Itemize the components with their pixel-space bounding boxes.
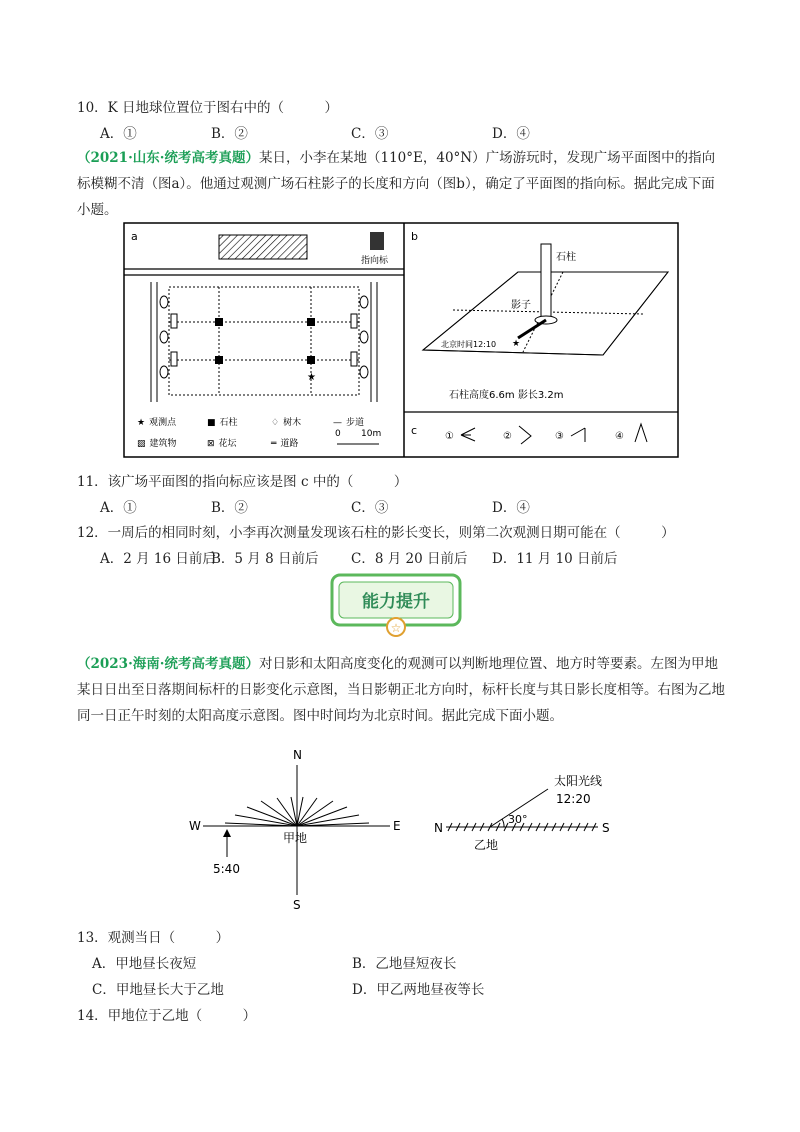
svg-text:②: ②: [503, 431, 512, 442]
yi-time: 12:20: [556, 792, 591, 806]
north-arrow-label: 指向标: [361, 256, 389, 266]
jia-west: W: [189, 819, 201, 833]
question-14: 14．甲地位于乙地（ ）: [77, 1008, 257, 1024]
q10-option-b: B．②: [211, 126, 248, 142]
intro-paragraph-1: [77, 145, 727, 223]
pillar-caption: 石柱高度6.6m 影长3.2m: [449, 390, 564, 401]
question-13: 13．观测当日（ ）: [77, 930, 230, 946]
svg-text:③: ③: [555, 431, 564, 442]
source-tag-2: （2023·海南·统考高考真题）: [77, 656, 259, 672]
source-tag: （2021·山东·统考高考真题）: [77, 150, 259, 166]
jia-south: S: [293, 898, 301, 912]
svg-text:★观测点: ★ 观测点: [137, 418, 177, 428]
stone-pillar: [541, 244, 551, 320]
fig-c-label: c: [411, 424, 418, 437]
svg-text:①: ①: [445, 431, 454, 442]
yi-angle: 30°: [508, 813, 528, 826]
fig-b-label: b: [411, 230, 418, 243]
jia-east: E: [393, 819, 401, 833]
svg-text:═道路: ═ 道路: [271, 439, 299, 449]
yi-place: 乙地: [474, 838, 499, 852]
q10-option-a: A．①: [100, 126, 137, 142]
observation-star-b-icon: ★: [512, 339, 521, 349]
beijing-time: 北京时间12:10: [441, 340, 497, 349]
yi-south: S: [602, 821, 610, 835]
svg-text:♢树木: ♢ 树木: [271, 418, 302, 428]
pillar-label: 石柱: [556, 252, 576, 263]
q11-option-b: B．②: [211, 500, 248, 516]
star-icon: ☆: [390, 621, 402, 635]
shadow-label: 影子: [511, 300, 531, 311]
scale-start: 0: [335, 429, 341, 439]
q11-option-d: D．④: [492, 500, 530, 516]
figure-jia: [185, 745, 415, 915]
svg-text:—步道: — 步道: [333, 418, 365, 428]
intro-paragraph-2: [77, 651, 727, 729]
intro-text-2: 对日影和太阳高度变化的观测可以判断地理位置、地方时等要素。左图为甲地某日日出至日落期间标杆的日影变化示意图，当日影朝正北方向时，标杆长度与其日影长度相等。右图为乙地同一日正午时刻的太阳高度示意图。图中时间均为北京时间。据此完成下面小题。: [77, 656, 725, 724]
badge-label: 能力提升: [362, 592, 430, 612]
svg-text:⊠花坛: ⊠ 花坛: [207, 439, 237, 449]
q12-option-a: A．2 月 16 日前后: [100, 551, 216, 567]
jia-time: 5:40: [213, 862, 240, 876]
yi-ray-label: 太阳光线: [554, 774, 603, 788]
jia-north: N: [293, 748, 302, 762]
svg-text:④: ④: [615, 431, 624, 442]
q12-option-d: D．11 月 10 日前后: [492, 551, 618, 567]
observation-star-icon: ★: [307, 372, 316, 383]
q12-option-c: C．8 月 20 日前后: [351, 551, 468, 567]
q13-option-b: B．乙地昼短夜长: [352, 956, 457, 972]
svg-text:■石柱: ■ 石柱: [207, 418, 238, 428]
svg-text:▨建筑物: ▨ 建筑物: [137, 439, 177, 449]
section-badge: [330, 573, 462, 637]
arrow-up-icon: [223, 829, 231, 837]
q13-option-c: C．甲地昼长大于乙地: [92, 982, 224, 998]
q11-option-c: C．③: [351, 500, 389, 516]
question-10: 10．K 日地球位置位于图右中的（ ）: [77, 100, 339, 116]
scale-end: 10m: [361, 429, 382, 439]
yi-north: N: [434, 821, 443, 835]
building-block: [219, 235, 307, 259]
q12-option-b: B．5 月 8 日前后: [211, 551, 319, 567]
q13-option-a: A．甲地昼长夜短: [92, 956, 197, 972]
intro-text: 某日，小李在某地（110°E，40°N）广场游玩时，发现广场平面图中的指向标模糊不清（图a）。他通过观测广场石柱影子的长度和方向（图b），确定了平面图的指向标。据此完成下面小题。: [77, 150, 716, 218]
fig-a-label: a: [131, 230, 138, 243]
jia-place: 甲地: [283, 831, 308, 845]
q11-option-a: A．①: [100, 500, 137, 516]
question-12: 12．一周后的相同时刻，小李再次测量发现该石柱的影长变长，则第二次观测日期可能在（ ）: [77, 525, 675, 541]
figure-abc: [123, 222, 679, 458]
q13-option-d: D．甲乙两地昼夜等长: [352, 982, 485, 998]
north-arrow-icon: [370, 232, 384, 250]
q10-option-c: C．③: [351, 126, 389, 142]
q10-option-d: D．④: [492, 126, 530, 142]
figure-yi: [430, 765, 620, 855]
question-11: 11．该广场平面图的指向标应该是图 c 中的（ ）: [77, 474, 408, 490]
